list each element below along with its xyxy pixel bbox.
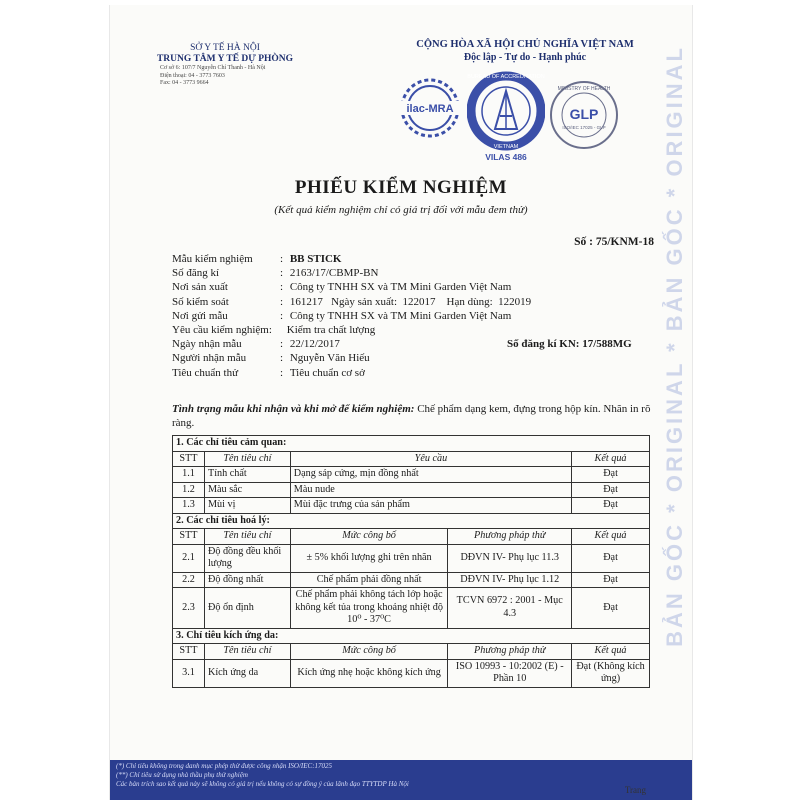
header-cell: Phương pháp thử: [448, 644, 572, 660]
cell-stt: 2.2: [173, 572, 205, 588]
section2-title: 2. Các chỉ tiêu hoá lý:: [173, 513, 650, 529]
cell-requirement: Mùi đặc trưng của sản phẩm: [290, 498, 571, 514]
condition-label: Tình trạng mẫu khi nhận và khi mở để kiểm nghiệm:: [172, 403, 415, 415]
header-cell: Tên tiêu chí: [204, 644, 290, 660]
cell-requirement: Dạng sáp cứng, mịn đồng nhất: [290, 467, 571, 483]
results-table: [172, 435, 650, 688]
field-value: Tiêu chuẩn cơ sở: [289, 366, 365, 379]
header-cell: STT: [173, 451, 205, 467]
field-producer: Nơi sản xuất : Công ty TNHH SX và TM Mini Garden Việt Nam: [172, 281, 512, 294]
field-label: Tiêu chuẩn thử: [172, 366, 239, 379]
report-footer: [110, 760, 692, 800]
field-value: Kiểm tra chất lượng: [286, 323, 376, 336]
cell-requirement: Màu nude: [290, 482, 571, 498]
field-lot: Số kiểm soát : 161217 Ngày sản xuất: 122017 Hạn dùng: 122019: [172, 295, 532, 308]
cell-criterion: Màu sắc: [204, 482, 290, 498]
ilac-text: ilac-MRA: [406, 103, 454, 115]
header-cell: Mức công bố: [290, 644, 448, 660]
original-watermark: BẢN GỐC * ORIGINAL * BẢN GỐC * ORIGINAL: [662, 45, 687, 647]
cell-result: Đạt: [572, 572, 650, 588]
cell-declared-level: Chế phẩm phải đồng nhất: [290, 572, 448, 588]
field-value: Nguyễn Văn Hiếu: [289, 352, 370, 365]
cell-declared-level: ± 5% khối lượng ghi trên nhãn: [290, 544, 448, 572]
field-received: Ngày nhận mẫu : 22/12/2017 Số đăng kí KN: 17/588MG: [172, 338, 632, 351]
header-cell: Tên tiêu chí: [204, 529, 290, 545]
boa-ring-text: BUREAU OF ACCREDITATION: [467, 74, 545, 80]
boa-logo: [467, 71, 545, 163]
kn-registration: Số đăng kí KN: 17/588MG: [507, 338, 632, 351]
cell-result: Đạt: [572, 544, 650, 572]
field-sender: Nơi gửi mẫu : Công ty TNHH SX và TM Mini Garden Việt Nam: [172, 309, 512, 322]
cell-declared-level: Chế phẩm phải không tách lớp hoặc không kết tủa trong khoảng nhiệt độ 10⁰ - 37⁰C: [290, 588, 448, 629]
cell-stt: 1.1: [173, 467, 205, 483]
section3-title: 3. Chỉ tiêu kích ứng da:: [173, 628, 650, 644]
cell-criterion: Độ đồng đều khối lượng: [204, 544, 290, 572]
table-row: [173, 498, 650, 514]
cell-result: Đạt: [572, 588, 650, 629]
test-report-sheet: [110, 5, 692, 800]
issuer-line2: TRUNG TÂM Y TẾ DỰ PHÒNG: [156, 54, 294, 64]
field-label: Người nhận mẫu: [172, 352, 247, 365]
cell-stt: 3.1: [173, 659, 205, 687]
field-value: Công ty TNHH SX và TM Mini Garden Việt Nam: [289, 309, 512, 322]
field-registration: Số đăng kí : 2163/17/CBMP-BN: [172, 267, 379, 280]
sample-condition: [172, 402, 657, 430]
field-label: Nơi gửi mẫu: [172, 309, 228, 322]
cell-method: DĐVN IV- Phụ lục 1.12: [448, 572, 572, 588]
table-row: [173, 659, 650, 687]
footer-note2: (**) Chỉ tiêu sử dụng nhà thầu phụ thử nghiệm: [116, 771, 248, 779]
cell-method: ISO 10993 - 10:2002 (E) - Phần 10: [448, 659, 572, 687]
national-motto: Độc lập - Tự do - Hạnh phúc: [463, 52, 587, 63]
field-request: [172, 323, 531, 337]
table-row: [173, 588, 650, 629]
header-cell: Mức công bố: [290, 529, 448, 545]
cell-result: Đạt (Không kích ứng): [572, 659, 650, 687]
cell-stt: 2.1: [173, 544, 205, 572]
republic-header: [365, 38, 685, 64]
cell-method: TCVN 6972 : 2001 - Mục 4.3: [448, 588, 572, 629]
cell-criterion: Độ ổn định: [204, 588, 290, 629]
header-cell: Kết quả: [572, 451, 650, 467]
field-value: BB STICK: [289, 253, 342, 265]
field-label: Nơi sản xuất: [172, 281, 228, 294]
header-cell: Kết quả: [572, 529, 650, 545]
cell-criterion: Mùi vị: [204, 498, 290, 514]
cell-criterion: Kích ứng da: [204, 659, 290, 687]
sample-info: [172, 252, 632, 380]
cell-stt: 1.2: [173, 482, 205, 498]
issuer-block: [150, 43, 300, 88]
cell-declared-level: Kích ứng nhẹ hoặc không kích ứng: [290, 659, 448, 687]
ilac-mra-logo: [395, 77, 465, 139]
issuer-address1: Cơ sở 6: 107/7 Nguyễn Chí Thanh - Hà Nội: [160, 65, 266, 71]
section1-title: 1. Các chỉ tiêu cảm quan:: [173, 436, 650, 452]
table-row: [173, 467, 650, 483]
field-label: Số kiểm soát: [172, 295, 229, 308]
table-row: [173, 482, 650, 498]
header-cell: Phương pháp thử: [448, 529, 572, 545]
glp-logo: [548, 79, 620, 151]
field-sample: Mẫu kiểm nghiệm : BB STICK: [172, 253, 342, 265]
field-standard: Tiêu chuẩn thử : Tiêu chuẩn cơ sở: [172, 366, 365, 379]
field-label: Mẫu kiểm nghiệm: [172, 253, 253, 265]
cell-stt: 2.3: [173, 588, 205, 629]
boa-country-text: VIETNAM: [493, 144, 519, 150]
field-label: Số đăng kí: [172, 267, 220, 280]
condition-text: Chế phẩm dạng kem, đựng trong hộp kín. Nhãn in rõ ràng.: [172, 403, 651, 429]
field-receiver: Người nhận mẫu : Nguyễn Văn Hiếu: [172, 352, 370, 365]
section3-header: [173, 644, 650, 660]
cell-criterion: Tính chất: [204, 467, 290, 483]
header-cell: Kết quả: [572, 644, 650, 660]
field-label: Ngày nhận mẫu: [172, 338, 242, 351]
cell-result: Đạt: [572, 467, 650, 483]
field-value: 2163/17/CBMP-BN: [289, 267, 379, 280]
header-cell: Tên tiêu chí: [204, 451, 290, 467]
issuer-address3: Fax: 04 - 3773 9664: [160, 80, 209, 86]
field-label: Yêu cầu kiểm nghiệm:: [172, 323, 272, 336]
glp-ring-text: MINISTRY OF HEALTH: [557, 86, 611, 92]
header-cell: STT: [173, 529, 205, 545]
header-cell: Yêu cầu: [290, 451, 571, 467]
field-value: 161217 Ngày sản xuất: 122017 Hạn dùng: 122019: [289, 295, 532, 308]
table-row: [173, 544, 650, 572]
field-value: 22/12/2017: [289, 338, 340, 351]
table-row: [173, 572, 650, 588]
cell-result: Đạt: [572, 482, 650, 498]
page-indicator: Trang: [624, 785, 646, 795]
cell-stt: 1.3: [173, 498, 205, 514]
glp-center-text: GLP: [569, 106, 599, 122]
issuer-line1: SỞ Y TẾ HÀ NỘI: [190, 43, 260, 53]
section1-header: [173, 451, 650, 467]
issuer-address2: Điện thoại: 04 - 3773 7603: [160, 72, 225, 79]
cell-method: DĐVN IV- Phụ lục 11.3: [448, 544, 572, 572]
footer-note3: Các bản trích sao kết quả này sẽ không có giá trị nếu không có sự đồng ý của lãnh đạo TTYTDP Hà Nội: [116, 780, 409, 788]
section2-header: [173, 529, 650, 545]
cell-result: Đạt: [572, 498, 650, 514]
report-subtitle: (Kết quả kiểm nghiệm chỉ có giá trị đối với mẫu đem thử): [274, 204, 528, 216]
field-value: Công ty TNHH SX và TM Mini Garden Việt Nam: [289, 281, 512, 294]
document-number: Số : 75/KNM-18: [574, 236, 654, 248]
report-title: PHIẾU KIỂM NGHIỆM: [294, 177, 508, 198]
header-cell: STT: [173, 644, 205, 660]
country-name: CỘNG HÒA XÃ HỘI CHỦ NGHĨA VIỆT NAM: [416, 39, 634, 50]
footer-note1: (*) Chỉ tiêu không trong danh mục phép thử được công nhận ISO/IEC:17025: [116, 762, 333, 770]
glp-sub-text: ISO/IEC 17025 - GLP: [562, 125, 606, 130]
vilas-text: VILAS 486: [485, 152, 527, 162]
cell-criterion: Độ đồng nhất: [204, 572, 290, 588]
